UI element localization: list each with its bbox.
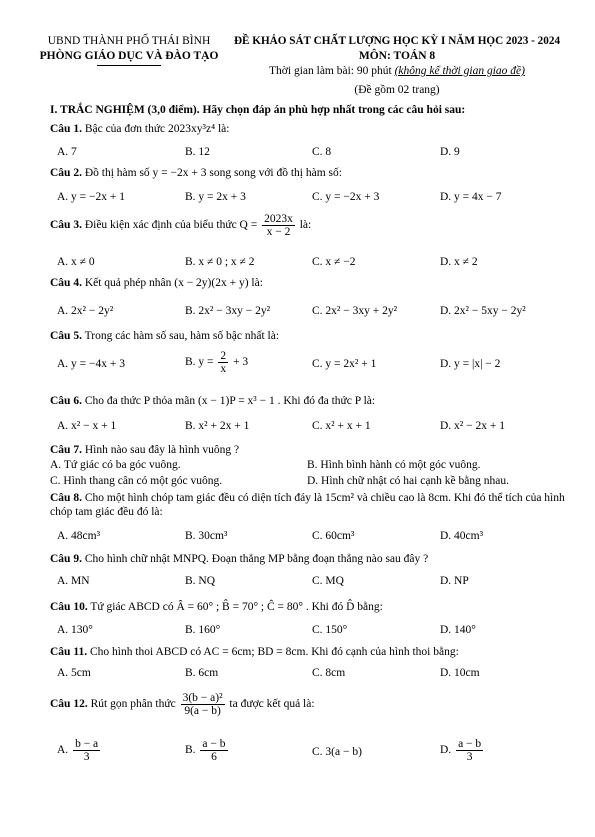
option-a[interactable] [57, 738, 102, 763]
question-label: Câu 3. [50, 219, 82, 232]
options-5 [57, 350, 577, 378]
question-text: Cho hình thoi ABCD có AC = 6cm; BD = 8cm. Khi đó cạnh của hình thoi bằng: [87, 646, 459, 658]
department-name: PHÒNG GIÁO DỤC VÀ ĐÀO TẠO [39, 50, 219, 62]
question-9 [50, 552, 575, 566]
question-text: Tứ giác ABCD có Â = 60° ; B̂ = 70° ; Ĉ = 80° . Khi đó D̂ bằng: [87, 601, 383, 613]
denominator: x − 2 [266, 226, 291, 238]
section-title: I. TRẮC NGHIỆM (3,0 điểm). Hãy chọn đáp án phù hợp nhất trong các câu hỏi sau: [50, 104, 466, 116]
option-d[interactable]: D. 10cm [440, 667, 480, 679]
option-a[interactable]: A. x² − x + 1 [57, 420, 117, 432]
question-text: Cho đa thức P thỏa mãn (x − 1)P = x³ − 1 . Khi đó đa thức P là: [81, 395, 376, 407]
numerator: 2023x [264, 213, 293, 225]
option-a[interactable]: A. 5cm [57, 667, 91, 679]
option-b-prefix: B. [185, 744, 196, 757]
option-b[interactable]: B. 12 [185, 146, 210, 158]
question-8 [50, 491, 575, 519]
option-b[interactable]: B. NQ [185, 575, 216, 587]
option-a[interactable]: A. 130° [57, 624, 93, 636]
option-a[interactable]: A. y = −2x + 1 [57, 191, 126, 203]
option-c[interactable]: C. Hình thang cân có một góc vuông. [50, 475, 223, 487]
option-c[interactable]: C. x ≠ −2 [312, 256, 356, 268]
time-limit-note: (không kể thời gian giao đề) [394, 65, 525, 77]
question-label: Câu 2. [50, 167, 82, 179]
option-c[interactable]: C. 60cm³ [312, 530, 355, 542]
option-d[interactable]: D. x ≠ 2 [440, 256, 478, 268]
question-4 [50, 276, 575, 290]
question-label: Câu 10. [50, 601, 88, 613]
fraction [262, 213, 295, 238]
time-limit-text: Thời gian làm bài: 90 phút [269, 65, 395, 77]
option-b[interactable] [185, 738, 230, 763]
options-9 [57, 575, 577, 591]
option-d[interactable]: D. Hình chữ nhật có hai cạnh kề bằng nhau. [307, 475, 509, 487]
options-3 [57, 256, 577, 272]
option-d[interactable]: D. 140° [440, 624, 476, 636]
option-b[interactable] [185, 350, 248, 375]
question-text: Hình nào sau đây là hình vuông ? [81, 444, 240, 456]
option-b[interactable]: B. y = 2x + 3 [185, 191, 246, 203]
question-text: Bậc của đơn thức 2023xy³z⁴ là: [81, 123, 230, 135]
option-b[interactable]: B. Hình bình hành có một góc vuông. [307, 459, 481, 471]
numerator: 2 [220, 350, 227, 362]
options-6 [57, 420, 577, 436]
options-7-row2 [50, 475, 580, 489]
options-4 [57, 305, 577, 321]
question-12 [50, 692, 575, 717]
question-label: Câu 9. [50, 553, 82, 565]
time-limit [222, 64, 572, 79]
denominator: 3 [83, 751, 90, 763]
option-a[interactable]: A. 48cm³ [57, 530, 101, 542]
options-7-row1 [50, 459, 580, 473]
option-d[interactable]: D. 40cm³ [440, 530, 484, 542]
subject: MÔN: TOÁN 8 [358, 50, 436, 62]
question-label: Câu 1. [50, 123, 82, 135]
options-1 [57, 146, 577, 162]
option-a[interactable]: A. Tứ giác có ba góc vuông. [50, 459, 181, 471]
question-label: Câu 6. [50, 395, 82, 407]
option-b[interactable]: B. 160° [185, 624, 221, 636]
question-11 [50, 645, 575, 659]
option-c[interactable]: C. MQ [312, 575, 344, 587]
option-c[interactable]: C. 2x² − 3xy + 2y² [312, 305, 398, 317]
question-label: Câu 8. [50, 492, 82, 504]
fraction [218, 350, 228, 375]
question-label: Câu 7. [50, 444, 82, 456]
options-2 [57, 191, 577, 207]
question-text-end: là: [296, 219, 312, 232]
option-b[interactable]: B. 30cm³ [185, 530, 228, 542]
header-right [222, 34, 572, 98]
exam-title: ĐỀ KHẢO SÁT CHẤT LƯỢNG HỌC KỲ I NĂM HỌC 2023 - 2024 [233, 35, 561, 47]
option-d-prefix: D. [440, 744, 452, 757]
question-text: Điều kiện xác định của biểu thức Q = [81, 219, 261, 232]
question-6 [50, 394, 575, 408]
option-a[interactable]: A. MN [57, 575, 90, 587]
option-d[interactable]: D. y = |x| − 2 [440, 358, 501, 370]
question-text-end: ta được kết quả là: [226, 698, 315, 711]
option-a[interactable]: A. y = −4x + 3 [57, 358, 126, 370]
question-label: Câu 11. [50, 646, 88, 658]
question-10 [50, 600, 575, 614]
question-label: Câu 5. [50, 330, 82, 342]
fraction [181, 692, 225, 717]
options-10 [57, 624, 577, 640]
numerator: 3(b − a)² [182, 692, 223, 704]
option-b[interactable]: B. x ≠ 0 ; x ≠ 2 [185, 256, 255, 268]
option-d[interactable] [440, 738, 485, 763]
question-text: Kết quả phép nhân (x − 2y)(2x + y) là: [81, 277, 263, 289]
option-c[interactable]: C. y = 2x² + 1 [312, 358, 377, 370]
page-count: (Đề gồm 02 trang) [354, 84, 440, 96]
denominator: x [220, 363, 227, 375]
fraction [73, 738, 100, 763]
question-text: Đồ thị hàm số y = −2x + 3 song song với đồ thị hàm số: [81, 167, 342, 179]
option-b[interactable]: B. 6cm [185, 667, 219, 679]
numerator: b − a [75, 738, 99, 750]
option-a[interactable]: A. 7 [57, 146, 77, 158]
question-5 [50, 329, 575, 343]
fraction [456, 738, 483, 763]
option-b[interactable]: B. x² + 2x + 1 [185, 420, 250, 432]
question-text: Cho một hình chóp tam giác đều có diện tích đáy là 15cm² và chiều cao là 8cm. Khi đó thể tích của hình chóp tam giác đều đó là: [50, 492, 565, 518]
denominator: 9(a − b) [184, 705, 221, 717]
option-c[interactable]: C. 3(a − b) [312, 746, 362, 758]
authority-name: UBND THÀNH PHỐ THÁI BÌNH [47, 35, 211, 47]
question-label: Câu 4. [50, 277, 82, 289]
option-a[interactable]: A. x ≠ 0 [57, 256, 95, 268]
option-b-prefix: B. y = [185, 356, 217, 369]
option-a[interactable]: A. 2x² − 2y² [57, 305, 114, 317]
option-b-suffix: + 3 [230, 356, 249, 369]
question-text: Cho hình chữ nhật MNPQ. Đoạn thẳng MP bằng đoạn thẳng nào sau đây ? [81, 553, 429, 565]
question-label: Câu 12. [50, 698, 88, 711]
option-d[interactable]: D. x² − 2x + 1 [440, 420, 505, 432]
option-b[interactable]: B. 2x² − 3xy − 2y² [185, 305, 271, 317]
options-12 [57, 738, 577, 770]
option-c[interactable]: C. 8 [312, 146, 332, 158]
header-left [34, 34, 224, 66]
question-text: Trong các hàm số sau, hàm số bậc nhất là: [81, 330, 280, 342]
question-2 [50, 166, 575, 180]
option-d[interactable]: D. 9 [440, 146, 460, 158]
denominator: 3 [466, 751, 473, 763]
options-11 [57, 667, 577, 683]
question-3 [50, 213, 575, 238]
option-c[interactable]: C. y = −2x + 3 [312, 191, 380, 203]
option-d[interactable]: D. NP [440, 575, 469, 587]
question-text: Rút gọn phân thức [87, 698, 179, 711]
option-c[interactable]: C. 150° [312, 624, 348, 636]
denominator: 6 [211, 751, 217, 763]
question-1 [50, 122, 575, 136]
header-rule [97, 65, 161, 66]
options-8 [57, 530, 577, 546]
numerator: a − b [202, 738, 226, 750]
numerator: a − b [458, 738, 482, 750]
option-a-prefix: A. [57, 744, 69, 757]
option-c[interactable]: C. 8cm [312, 667, 346, 679]
question-7 [50, 443, 575, 457]
option-c[interactable]: C. x² + x + 1 [312, 420, 371, 432]
option-d[interactable]: D. 2x² − 5xy − 2y² [440, 305, 526, 317]
option-d[interactable]: D. y = 4x − 7 [440, 191, 502, 203]
fraction [200, 738, 227, 763]
